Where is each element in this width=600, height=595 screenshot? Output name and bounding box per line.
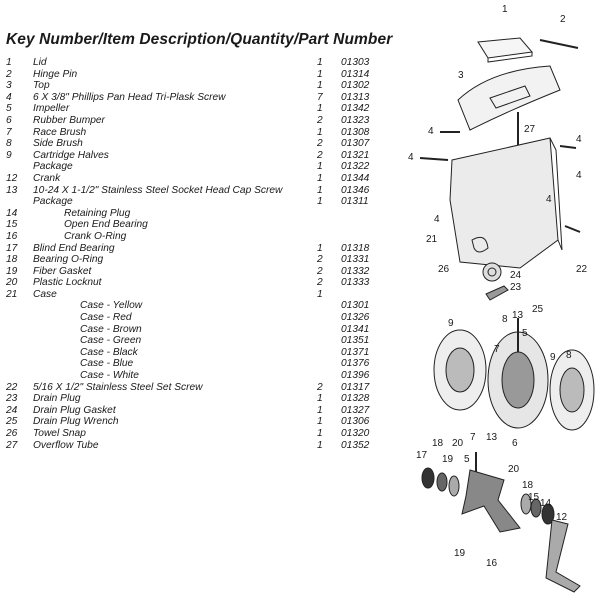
key-number: 3	[6, 80, 12, 92]
callout-8b: 8	[566, 350, 572, 361]
key-number: 13	[6, 184, 18, 196]
item-description: Drain Plug Gasket	[33, 404, 116, 416]
item-description: Crank	[33, 172, 61, 184]
parts-row	[6, 161, 370, 173]
item-description: Case - Green	[80, 335, 142, 347]
part-number: 01320	[341, 428, 370, 439]
callout-13b: 13	[486, 432, 498, 443]
part-number: 01344	[341, 172, 370, 184]
key-number: 1	[6, 57, 12, 68]
parts-row	[6, 103, 370, 115]
callout-7b: 7	[470, 432, 476, 443]
parts-row	[6, 68, 370, 81]
part-number: 01376	[341, 358, 370, 370]
item-description: Impeller	[33, 103, 70, 115]
callout-24: 24	[510, 270, 522, 281]
parts-row	[6, 404, 370, 417]
part-number: 01371	[341, 346, 370, 358]
callout-18a: 18	[432, 438, 444, 449]
callout-1: 1	[502, 4, 508, 15]
parts-row	[6, 126, 370, 139]
parts-row	[6, 149, 370, 162]
item-description: 5/16 X 1/2" Stainless Steel Set Screw	[33, 381, 203, 393]
part-number: 01307	[341, 138, 370, 150]
parts-row	[6, 242, 370, 255]
quantity: 1	[317, 68, 323, 80]
quantity: 7	[317, 91, 323, 103]
key-number: 23	[6, 393, 18, 405]
key-number: 21	[6, 288, 18, 300]
parts-row	[6, 300, 370, 312]
part-number: 01327	[341, 404, 370, 416]
key-number: 27	[6, 439, 18, 451]
part-number: 01396	[341, 370, 370, 382]
part-number: 01328	[341, 393, 370, 405]
quantity: 1	[317, 288, 323, 300]
item-description: Case - Yellow	[80, 300, 143, 312]
item-description: Rubber Bumper	[33, 114, 105, 126]
part-number: 01323	[341, 114, 370, 126]
callout-14: 14	[540, 498, 552, 509]
item-description: Open End Bearing	[64, 219, 148, 231]
item-description: Cartridge Halves	[33, 149, 109, 161]
part-number: 01331	[341, 254, 370, 266]
item-description: Plastic Locknut	[33, 277, 102, 289]
key-number: 2	[6, 68, 12, 80]
parts-row	[6, 231, 366, 243]
item-description: Case - Red	[80, 312, 132, 324]
key-number: 19	[6, 265, 18, 277]
callout-19a: 19	[442, 454, 454, 465]
callout-4f: 4	[434, 214, 440, 225]
part-number: 01317	[341, 381, 370, 393]
part-number: 01346	[341, 184, 370, 196]
item-description: Drain Plug	[33, 393, 81, 405]
callout-21: 21	[426, 234, 438, 245]
part-number: 01318	[341, 242, 370, 254]
hinge-pin-part	[540, 40, 578, 48]
parts-row	[6, 312, 370, 324]
quantity: 2	[317, 277, 323, 289]
callout-12: 12	[556, 512, 568, 523]
parts-row	[6, 254, 370, 266]
parts-row	[6, 428, 370, 440]
callout-9b: 9	[550, 352, 556, 363]
item-description: Overflow Tube	[33, 439, 99, 451]
item-description: Case	[33, 288, 57, 300]
case-part	[450, 138, 558, 268]
page-title: Key Number/Item Description/Quantity/Part Number	[6, 31, 393, 48]
key-number: 22	[6, 381, 18, 393]
callout-27: 27	[524, 124, 536, 135]
quantity: 1	[317, 428, 323, 439]
callout-13a: 13	[512, 310, 524, 321]
part-number: 01301	[341, 300, 370, 312]
callout-5b: 5	[464, 454, 470, 465]
key-number: 4	[6, 91, 12, 103]
parts-row	[6, 114, 370, 127]
quantity: 2	[317, 114, 323, 126]
callout-2: 2	[560, 14, 566, 25]
key-number: 16	[6, 230, 18, 242]
parts-row	[6, 289, 366, 301]
item-description: 10-24 X 1-1/2" Stainless Steel Socket Head Cap Screw	[33, 184, 283, 196]
item-description: Retaining Plug	[64, 207, 131, 219]
key-number: 15	[6, 219, 18, 231]
key-number: 20	[6, 277, 18, 289]
callout-19b: 19	[454, 548, 466, 559]
parts-row	[6, 208, 366, 220]
top-part	[458, 66, 560, 130]
item-description: Package	[33, 161, 73, 173]
parts-row	[6, 393, 370, 405]
quantity: 2	[317, 149, 323, 161]
quantity: 1	[317, 57, 323, 68]
parts-row	[6, 91, 370, 104]
part-number: 01326	[341, 312, 370, 324]
part-number: 01308	[341, 126, 370, 138]
callout-18b: 18	[522, 480, 534, 491]
quantity: 2	[317, 138, 323, 150]
item-description: Bearing O-Ring	[33, 254, 104, 266]
item-description: Blind End Bearing	[33, 242, 115, 254]
key-number: 18	[6, 254, 18, 266]
part-number: 01306	[341, 416, 370, 428]
callout-16: 16	[486, 558, 498, 569]
parts-row	[6, 416, 370, 428]
parts-row	[6, 358, 370, 370]
key-number: 12	[6, 172, 18, 184]
parts-row	[6, 57, 370, 69]
parts-row	[6, 323, 370, 336]
callout-26: 26	[438, 264, 450, 275]
part-number: 01342	[341, 103, 370, 115]
parts-row	[6, 138, 370, 150]
part-number: 01302	[341, 80, 370, 92]
crank-part	[546, 520, 580, 592]
item-description: Drain Plug Wrench	[33, 416, 119, 428]
parts-row	[6, 346, 370, 359]
key-number: 8	[6, 138, 12, 150]
part-number: 01303	[341, 57, 370, 68]
callout-4c: 4	[576, 134, 582, 145]
parts-row	[6, 172, 370, 185]
quantity: 1	[317, 393, 323, 405]
callout-3: 3	[458, 70, 464, 81]
parts-row	[6, 184, 370, 197]
quantity: 2	[317, 381, 323, 393]
lid-part	[478, 38, 532, 58]
callout-4e: 4	[576, 170, 582, 181]
item-description: Top	[33, 80, 50, 92]
exploded-view-drawing	[400, 0, 600, 595]
quantity: 1	[317, 404, 323, 416]
quantity: 1	[317, 196, 323, 208]
quantity: 1	[317, 242, 323, 254]
callout-7a: 7	[494, 344, 500, 355]
part-number: 01333	[341, 277, 370, 289]
parts-row	[6, 335, 370, 347]
quantity: 2	[317, 254, 323, 266]
parts-row	[6, 80, 370, 92]
callout-8a: 8	[502, 314, 508, 325]
parts-row	[6, 277, 370, 289]
quantity: 1	[317, 439, 323, 451]
key-number: 6	[6, 114, 12, 126]
parts-row	[6, 370, 370, 382]
key-number: 17	[6, 242, 18, 254]
callout-20b: 20	[508, 464, 520, 475]
item-description: Case - Blue	[80, 358, 134, 370]
quantity: 1	[317, 126, 323, 138]
item-description: Package	[33, 196, 73, 208]
part-number: 01332	[341, 265, 370, 277]
parts-row	[6, 381, 370, 394]
quantity: 2	[317, 265, 323, 277]
part-number: 01341	[341, 323, 370, 335]
quantity: 1	[317, 80, 323, 92]
part-number: 01311	[341, 196, 369, 208]
callout-20a: 20	[452, 438, 464, 449]
quantity: 1	[317, 184, 323, 196]
quantity: 1	[317, 103, 323, 115]
key-number: 25	[6, 416, 18, 428]
item-description: Case - White	[80, 370, 139, 382]
part-number: 01351	[341, 335, 370, 347]
callout-23: 23	[510, 282, 522, 293]
item-description: Case - Black	[80, 346, 138, 358]
item-description: Fiber Gasket	[33, 265, 92, 277]
parts-table	[6, 57, 370, 451]
drain-wrench-part	[486, 286, 508, 300]
drain-plug-part	[483, 263, 501, 281]
part-number: 01313	[341, 91, 370, 103]
callout-5a: 5	[522, 328, 528, 339]
exploded-parts-diagram	[400, 0, 600, 595]
parts-row	[6, 439, 370, 452]
part-number: 01314	[341, 68, 370, 80]
item-description: Case - Brown	[80, 323, 142, 335]
callout-17: 17	[416, 450, 428, 461]
part-number: 01322	[341, 161, 370, 173]
callout-4a: 4	[428, 126, 434, 137]
parts-row	[6, 196, 369, 208]
quantity: 1	[317, 416, 323, 428]
parts-row	[6, 219, 366, 231]
item-description: Lid	[33, 57, 47, 68]
callout-22: 22	[576, 264, 588, 275]
key-number: 26	[6, 428, 18, 439]
callout-9a: 9	[448, 318, 454, 329]
key-number: 24	[6, 404, 18, 416]
callout-4d: 4	[546, 194, 552, 205]
part-number: 01321	[341, 149, 370, 161]
impeller-part	[462, 470, 520, 532]
blind-end-bearing	[422, 468, 434, 488]
callout-25: 25	[532, 304, 544, 315]
item-description: Crank O-Ring	[64, 230, 127, 242]
item-description: Side Brush	[33, 138, 83, 150]
key-number: 9	[6, 149, 12, 161]
callout-6: 6	[512, 438, 518, 449]
key-number: 5	[6, 103, 12, 115]
callout-15: 15	[528, 492, 540, 503]
quantity: 1	[317, 161, 323, 173]
part-number: 01352	[341, 439, 370, 451]
item-description: 6 X 3/8" Phillips Pan Head Tri-Plask Screw	[33, 91, 226, 103]
item-description: Hinge Pin	[33, 68, 78, 80]
parts-row	[6, 265, 370, 278]
key-number: 14	[6, 207, 18, 219]
quantity: 1	[317, 172, 323, 184]
item-description: Towel Snap	[33, 428, 86, 439]
callout-4b: 4	[408, 152, 414, 163]
item-description: Race Brush	[33, 126, 87, 138]
key-number: 7	[6, 126, 12, 138]
